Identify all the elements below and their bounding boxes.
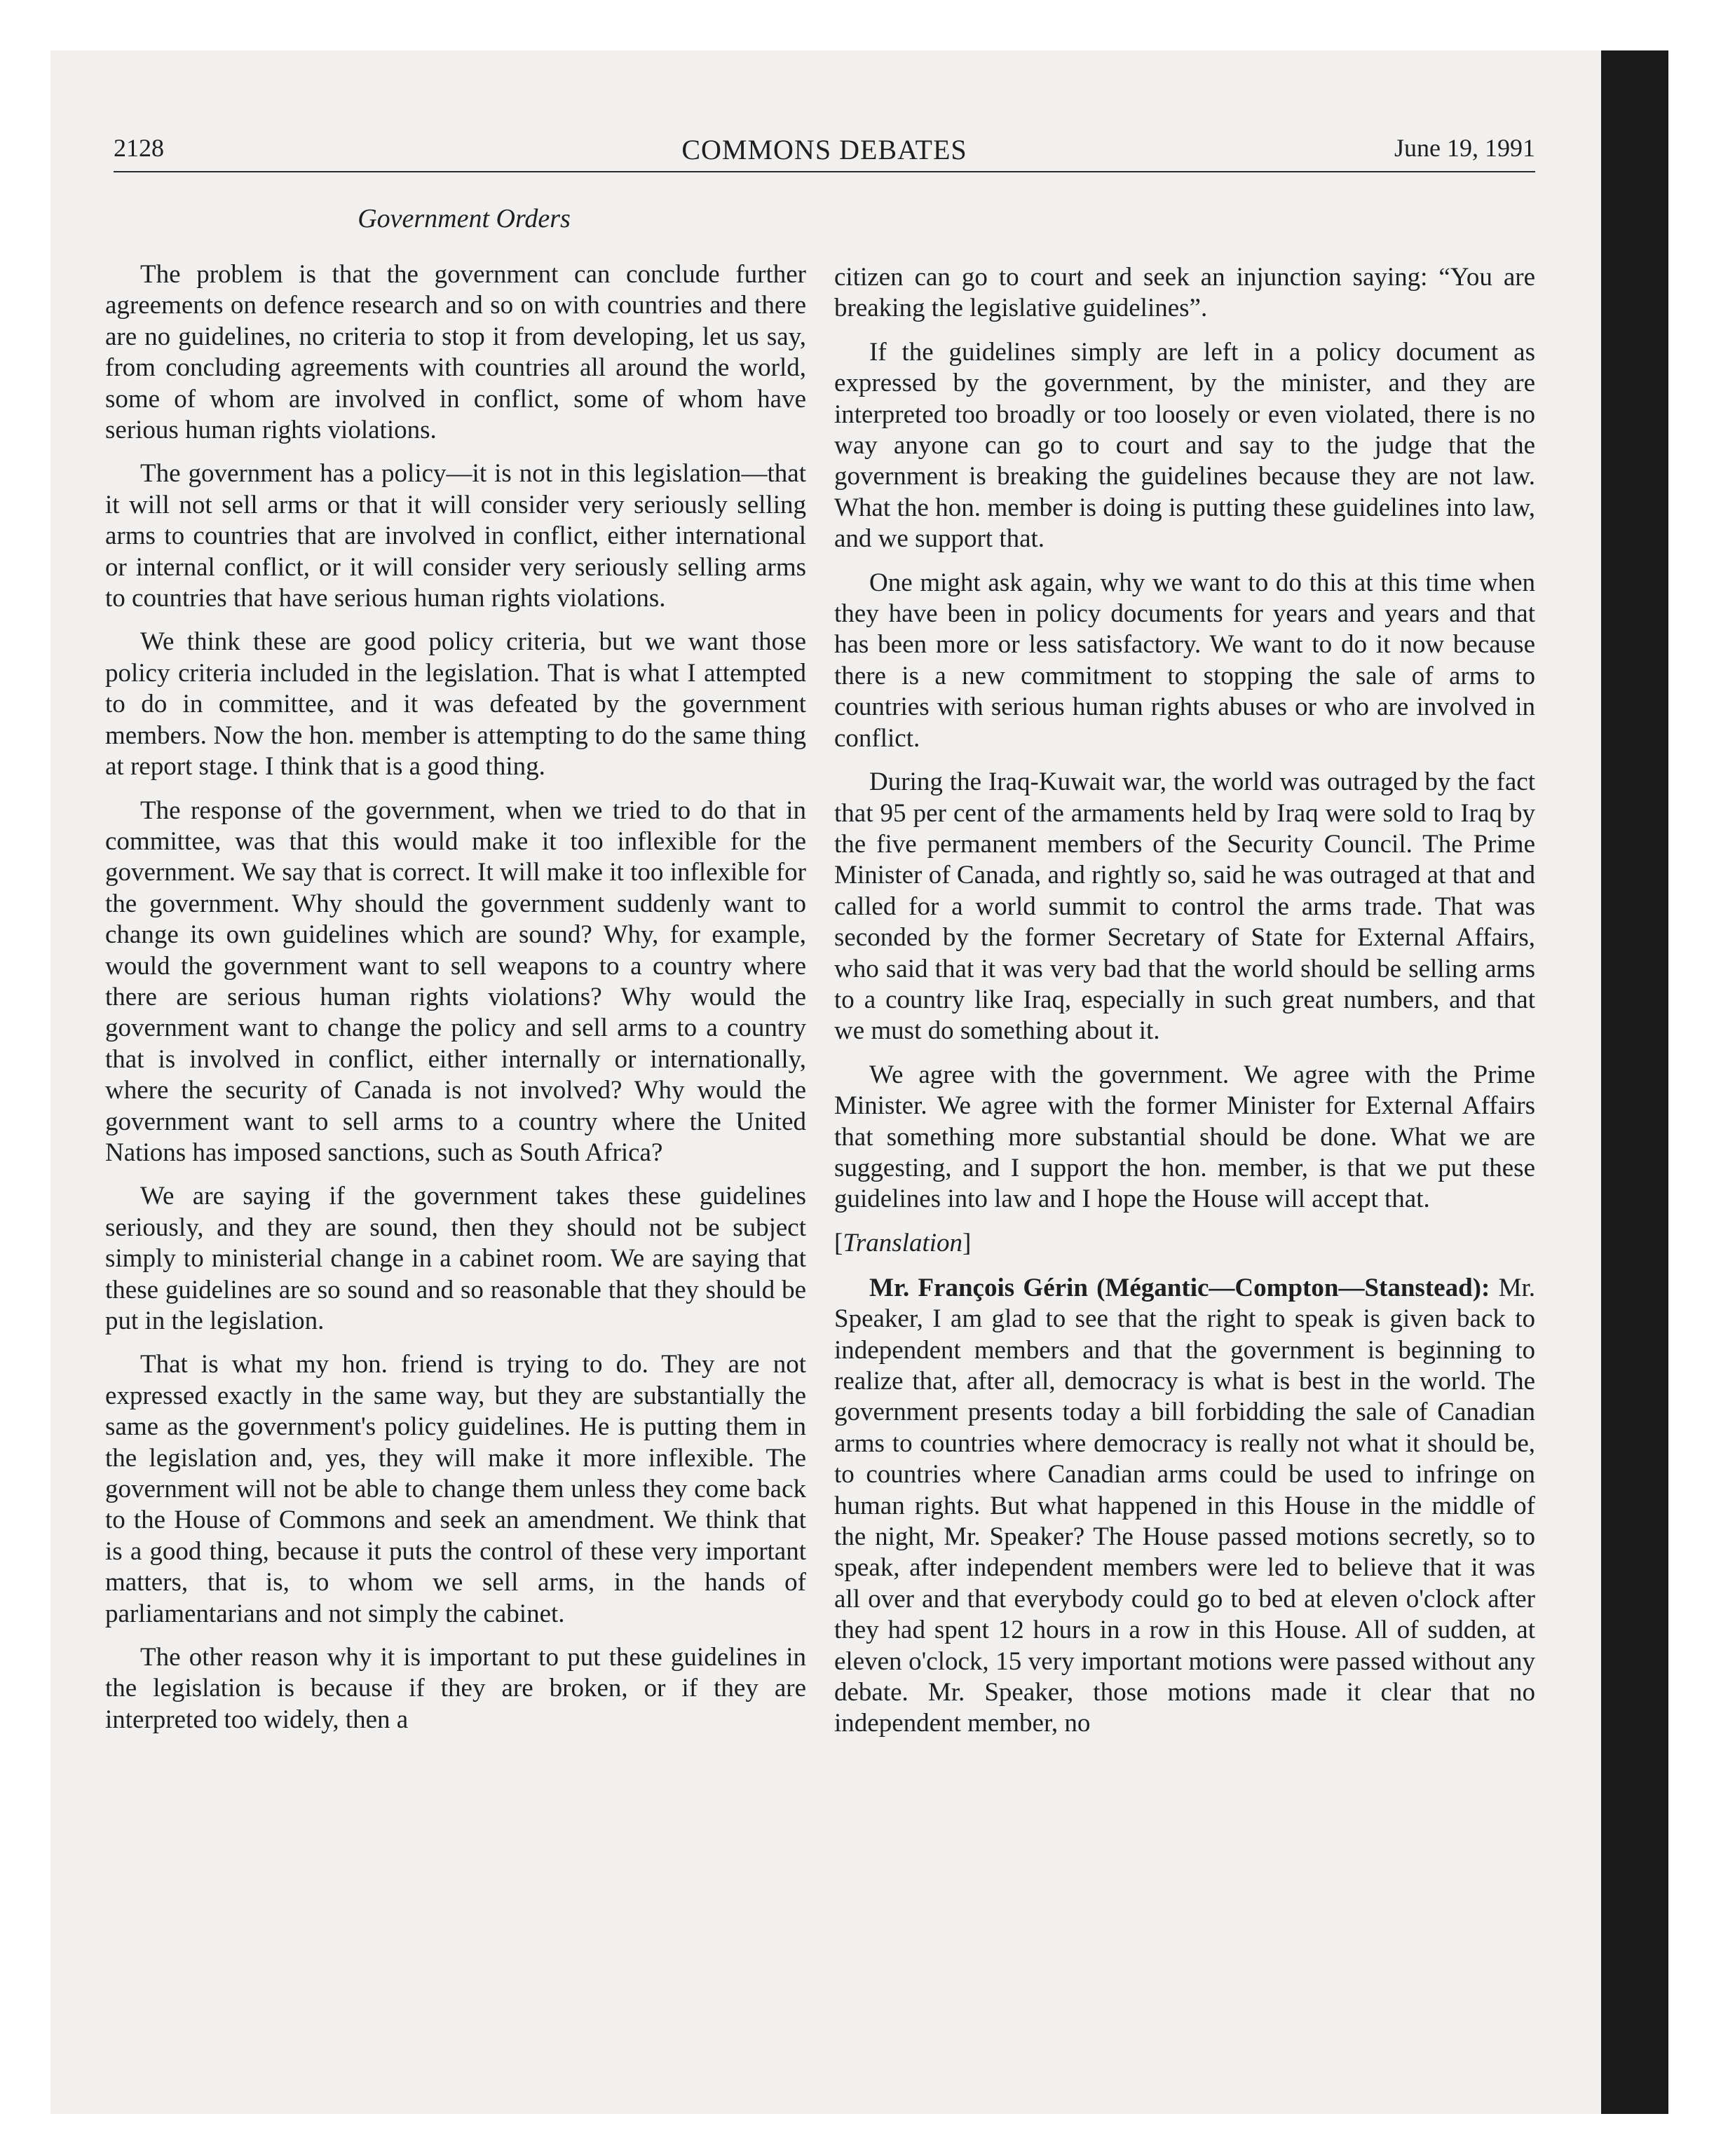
journal-title: COMMONS DEBATES bbox=[681, 134, 967, 165]
speaker-name: Mr. François Gérin (Mégantic—Compton—Stanstead): bbox=[869, 1273, 1490, 1302]
paragraph: The response of the government, when we tried to do that in committee, was that this would make it too inflexible for the government. We say that is correct. It will make it too inflexible for the government. Why should the government suddenly want to change its own guidelines which are sound? Why, for example, would the government want to sell weapons to a country where there are serious human rights violations? Why would the government want to change the policy and sell arms to a country that is involved in conflict, either internally or internationally, where the security of Canada is not involved? Why would the government want to sell arms to a country where the United Nations has imposed sanctions, such as South Africa? bbox=[105, 796, 806, 1167]
paragraph: The government has a policy—it is not in this legislation—that it will not sell arms or that it will consider very seriously selling arms to countries that are involved in conflict, either international or internal conflict, or it will consider very seriously selling arms to countries that have serious human rights violations. bbox=[105, 459, 806, 613]
continuation-paragraph: citizen can go to court and seek an injunction saying: “You are breaking the legislative guidelines”. bbox=[834, 263, 1535, 323]
speech-paragraph bbox=[834, 1273, 1535, 1740]
paragraph: If the guidelines simply are left in a policy document as expressed by the government, by the minister, and they are interpreted too broadly or too loosely or even violated, there is no way anyone can go to court and say to the judge that the government is breaking the guidelines because they are not law. What the hon. member is doing is putting these guidelines into law, and we support that. bbox=[834, 337, 1535, 554]
scan-edge-shadow bbox=[1601, 50, 1668, 2114]
right-column bbox=[834, 262, 1535, 1752]
speech-text: Mr. Speaker, I am glad to see that the right to speak is given back to independent members and that the government is beginning to realize that, after all, democracy is what is best in the world. The government presents today a bill forbidding the sale of Canadian arms to countries where democracy is really not what it should be, to countries where Canadian arms could be used to infringe on human rights. But what happened in this House in the middle of the night, Mr. Speaker? The House passed motions secretly, so to speak, after independent members were led to believe that it was all over and that everybody could go to bed at eleven o'clock after they had spent 12 hours in a row in this House. All of sudden, at eleven o'clock, 15 very important motions were passed without any debate. Mr. Speaker, those motions made it clear that no independent member, no bbox=[834, 1273, 1535, 1738]
paragraph: During the Iraq-Kuwait war, the world was outraged by the fact that 95 per cent of the armaments held by Iraq were sold to Iraq by the five permanent members of the Security Council. The Prime Minister of Canada, and rightly so, said he was outraged at that and called for a world summit to control the arms trade. That was seconded by the former Secretary of State for External Affairs, who said that it was very bad that the world should be selling arms to a country like Iraq, especially in such great numbers, and that we must do something about it. bbox=[834, 767, 1535, 1046]
paragraph: One might ask again, why we want to do this at this time when they have been in policy documents for years and years and that has been more or less satisfactory. We want to do it now because there is a new commitment to stopping the sale of arms to countries with serious human rights abuses or who are involved in conflict. bbox=[834, 568, 1535, 753]
paragraph: We think these are good policy criteria, but we want those policy criteria included in the legislation. That is what I attempted to do in committee, and it was defeated by the government members. Now the hon. member is attempting to do the same thing at report stage. I think that is a good thing. bbox=[105, 627, 806, 782]
paragraph: We agree with the government. We agree with the Prime Minister. We agree with the former Minister for External Affairs that something more substantial should be done. What we are suggesting, and I support the hon. member, is that we put these guidelines into law and I hope the House will accept that. bbox=[834, 1060, 1535, 1214]
translation-label: Translation bbox=[843, 1228, 963, 1257]
translation-marker: [Translation] bbox=[834, 1228, 972, 1257]
paragraph: The other reason why it is important to put these guidelines in the legislation is because if they are broken, or if they are interpreted too widely, then a bbox=[105, 1643, 806, 1734]
section-title: Government Orders bbox=[358, 204, 571, 233]
header-rule bbox=[114, 171, 1535, 172]
paragraph: The problem is that the government can conclude further agreements on defence research and so on with countries and there are no guidelines, no criteria to stop it from developing, let us say, from concluding agreements with countries all around the world, some of whom are involved in conflict, some of whom have serious human rights violations. bbox=[105, 260, 806, 445]
page-number: 2128 bbox=[114, 134, 164, 162]
page-date: June 19, 1991 bbox=[1394, 134, 1535, 162]
page-header bbox=[114, 133, 1535, 171]
paragraph: We are saying if the government takes these guidelines seriously, and they are sound, then they should not be subject simply to ministerial change in a cabinet room. We are saying that these guidelines are so sound and so reasonable that they should be put in the legislation. bbox=[105, 1182, 806, 1335]
left-column bbox=[105, 259, 806, 1748]
paragraph: That is what my hon. friend is trying to do. They are not expressed exactly in the same way, but they are substantially the same as the government's policy guidelines. He is putting them in the legislation and, yes, they will make it more inflexible. The government will not be able to change them unless they come back to the House of Commons and seek an amendment. We think that is a good thing, because it puts the control of these very important matters, that is, to whom we sell arms, in the hands of parliamentarians and not simply the cabinet. bbox=[105, 1350, 806, 1628]
